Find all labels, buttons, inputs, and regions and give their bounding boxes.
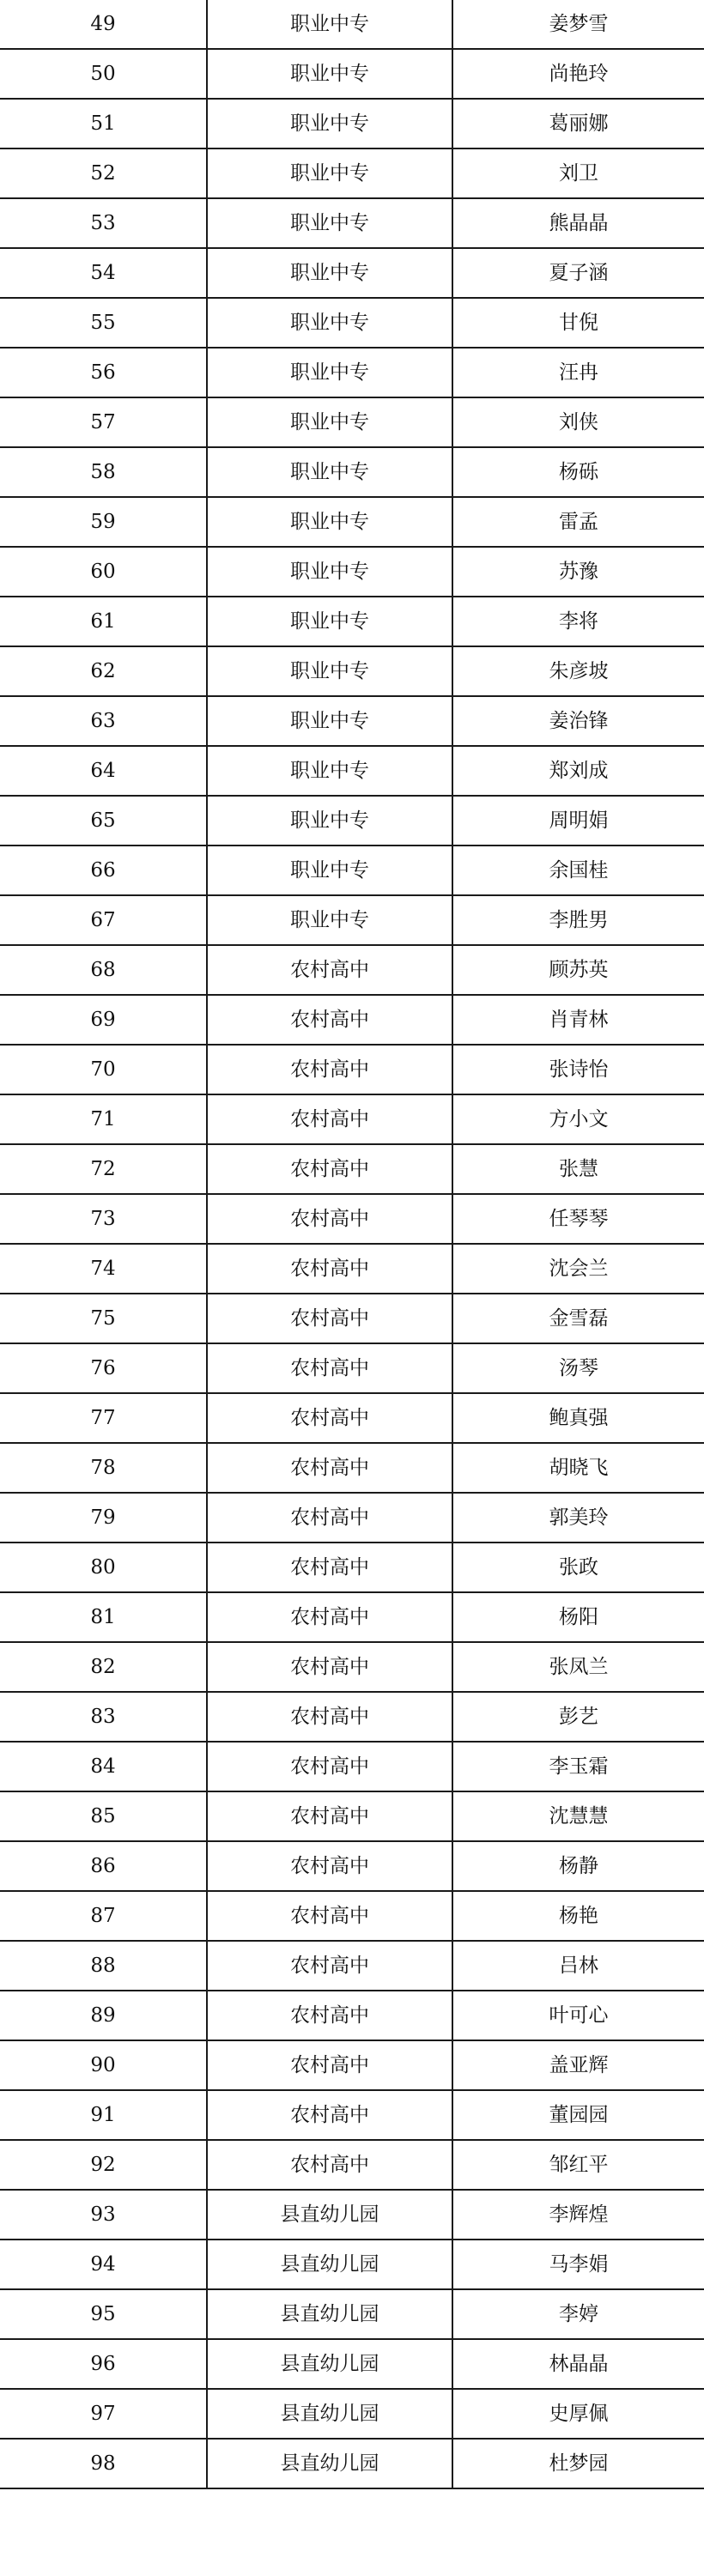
table-row [0, 646, 704, 696]
unit-cell: 职业中专 [207, 447, 452, 497]
unit-cell: 职业中专 [207, 746, 452, 796]
serial-number-cell: 68 [0, 945, 207, 995]
person-name-cell: 刘卫 [452, 148, 704, 198]
serial-number-cell: 83 [0, 1692, 207, 1742]
serial-number-cell: 86 [0, 1841, 207, 1891]
table-row [0, 1891, 704, 1941]
unit-cell: 县直幼儿园 [207, 2389, 452, 2439]
unit-cell: 县直幼儿园 [207, 2289, 452, 2339]
table-row [0, 895, 704, 945]
person-name-cell: 李婷 [452, 2289, 704, 2339]
table-row [0, 2240, 704, 2289]
unit-cell: 职业中专 [207, 547, 452, 597]
unit-cell: 农村高中 [207, 2090, 452, 2140]
person-name-cell: 方小文 [452, 1094, 704, 1144]
person-name-cell: 肖青林 [452, 995, 704, 1045]
unit-cell: 农村高中 [207, 1543, 452, 1592]
serial-number-cell: 51 [0, 99, 207, 148]
table-row [0, 1543, 704, 1592]
unit-cell: 农村高中 [207, 1144, 452, 1194]
table-row [0, 148, 704, 198]
serial-number-cell: 76 [0, 1343, 207, 1393]
serial-number-cell: 96 [0, 2339, 207, 2389]
table-row [0, 447, 704, 497]
person-name-cell: 李将 [452, 597, 704, 646]
serial-number-cell: 49 [0, 0, 207, 49]
person-name-cell: 张慧 [452, 1144, 704, 1194]
table-row [0, 2190, 704, 2240]
unit-cell: 职业中专 [207, 198, 452, 248]
serial-number-cell: 85 [0, 1791, 207, 1841]
person-name-cell: 夏子涵 [452, 248, 704, 298]
table-row [0, 1941, 704, 1991]
unit-cell: 农村高中 [207, 1692, 452, 1742]
serial-number-cell: 60 [0, 547, 207, 597]
table-row [0, 497, 704, 547]
person-name-cell: 沈慧慧 [452, 1791, 704, 1841]
serial-number-cell: 81 [0, 1592, 207, 1642]
serial-number-cell: 71 [0, 1094, 207, 1144]
serial-number-cell: 56 [0, 348, 207, 397]
table-row [0, 1343, 704, 1393]
person-name-cell: 汪冉 [452, 348, 704, 397]
unit-cell: 农村高中 [207, 995, 452, 1045]
person-name-cell: 汤琴 [452, 1343, 704, 1393]
table-row [0, 1742, 704, 1791]
person-name-cell: 郭美玲 [452, 1493, 704, 1543]
table-row [0, 1144, 704, 1194]
unit-cell: 职业中专 [207, 646, 452, 696]
person-name-cell: 刘侠 [452, 397, 704, 447]
person-name-cell: 甘倪 [452, 298, 704, 348]
unit-cell: 职业中专 [207, 148, 452, 198]
unit-cell: 农村高中 [207, 1841, 452, 1891]
unit-cell: 农村高中 [207, 1991, 452, 2040]
person-name-cell: 姜治锋 [452, 696, 704, 746]
serial-number-cell: 77 [0, 1393, 207, 1443]
person-name-cell: 邹红平 [452, 2140, 704, 2190]
serial-number-cell: 80 [0, 1543, 207, 1592]
serial-number-cell: 88 [0, 1941, 207, 1991]
person-name-cell: 张政 [452, 1543, 704, 1592]
person-name-cell: 沈会兰 [452, 1244, 704, 1294]
table-row [0, 1841, 704, 1891]
person-name-cell: 李胜男 [452, 895, 704, 945]
person-name-cell: 林晶晶 [452, 2339, 704, 2389]
person-name-cell: 马李娟 [452, 2240, 704, 2289]
table-row [0, 49, 704, 99]
table-row [0, 397, 704, 447]
unit-cell: 农村高中 [207, 1393, 452, 1443]
serial-number-cell: 52 [0, 148, 207, 198]
person-name-cell: 董园园 [452, 2090, 704, 2140]
person-name-cell: 李玉霜 [452, 1742, 704, 1791]
unit-cell: 农村高中 [207, 1194, 452, 1244]
table-row [0, 248, 704, 298]
serial-number-cell: 58 [0, 447, 207, 497]
serial-number-cell: 53 [0, 198, 207, 248]
person-name-cell: 杜梦园 [452, 2439, 704, 2488]
table-row [0, 2339, 704, 2389]
serial-number-cell: 97 [0, 2389, 207, 2439]
serial-number-cell: 90 [0, 2040, 207, 2090]
serial-number-cell: 72 [0, 1144, 207, 1194]
person-name-cell: 顾苏英 [452, 945, 704, 995]
table-row [0, 0, 704, 49]
serial-number-cell: 59 [0, 497, 207, 547]
person-name-cell: 尚艳玲 [452, 49, 704, 99]
serial-number-cell: 66 [0, 846, 207, 895]
serial-number-cell: 62 [0, 646, 207, 696]
unit-cell: 农村高中 [207, 1742, 452, 1791]
unit-cell: 农村高中 [207, 2040, 452, 2090]
unit-cell: 农村高中 [207, 1493, 452, 1543]
unit-cell: 职业中专 [207, 49, 452, 99]
table-row [0, 1642, 704, 1692]
serial-number-cell: 92 [0, 2140, 207, 2190]
unit-cell: 职业中专 [207, 696, 452, 746]
table-row [0, 2090, 704, 2140]
person-name-cell: 杨阳 [452, 1592, 704, 1642]
table-row [0, 1493, 704, 1543]
unit-cell: 县直幼儿园 [207, 2339, 452, 2389]
table-row [0, 846, 704, 895]
table-row [0, 1045, 704, 1094]
serial-number-cell: 84 [0, 1742, 207, 1791]
table-row [0, 796, 704, 846]
unit-cell: 县直幼儿园 [207, 2190, 452, 2240]
unit-cell: 农村高中 [207, 1244, 452, 1294]
serial-number-cell: 73 [0, 1194, 207, 1244]
serial-number-cell: 78 [0, 1443, 207, 1493]
serial-number-cell: 69 [0, 995, 207, 1045]
person-name-cell: 吕林 [452, 1941, 704, 1991]
unit-cell: 职业中专 [207, 397, 452, 447]
unit-cell: 职业中专 [207, 0, 452, 49]
serial-number-cell: 94 [0, 2240, 207, 2289]
person-name-cell: 张凤兰 [452, 1642, 704, 1692]
serial-number-cell: 79 [0, 1493, 207, 1543]
person-name-cell: 姜梦雪 [452, 0, 704, 49]
table-row [0, 348, 704, 397]
person-name-cell: 任琴琴 [452, 1194, 704, 1244]
unit-cell: 农村高中 [207, 1294, 452, 1343]
table-row [0, 1094, 704, 1144]
unit-cell: 农村高中 [207, 2140, 452, 2190]
unit-cell: 职业中专 [207, 597, 452, 646]
unit-cell: 农村高中 [207, 1094, 452, 1144]
table-row [0, 198, 704, 248]
serial-number-cell: 98 [0, 2439, 207, 2488]
unit-cell: 农村高中 [207, 1443, 452, 1493]
table-row [0, 1692, 704, 1742]
table-row [0, 99, 704, 148]
person-name-cell: 周明娟 [452, 796, 704, 846]
table-row [0, 2389, 704, 2439]
table-row [0, 1592, 704, 1642]
serial-number-cell: 93 [0, 2190, 207, 2240]
serial-number-cell: 74 [0, 1244, 207, 1294]
unit-cell: 农村高中 [207, 1791, 452, 1841]
unit-cell: 农村高中 [207, 1343, 452, 1393]
unit-cell: 农村高中 [207, 1941, 452, 1991]
person-name-cell: 余国桂 [452, 846, 704, 895]
person-name-cell: 金雪磊 [452, 1294, 704, 1343]
serial-number-cell: 63 [0, 696, 207, 746]
serial-number-cell: 64 [0, 746, 207, 796]
table-row [0, 995, 704, 1045]
person-name-cell: 杨砾 [452, 447, 704, 497]
table-row [0, 1791, 704, 1841]
table-row [0, 2439, 704, 2488]
person-name-cell: 张诗怡 [452, 1045, 704, 1094]
person-name-cell: 杨静 [452, 1841, 704, 1891]
person-name-cell: 史厚佩 [452, 2389, 704, 2439]
serial-number-cell: 54 [0, 248, 207, 298]
table-row [0, 696, 704, 746]
table-row [0, 1393, 704, 1443]
serial-number-cell: 50 [0, 49, 207, 99]
unit-cell: 县直幼儿园 [207, 2439, 452, 2488]
table-row [0, 1991, 704, 2040]
table-row [0, 1194, 704, 1244]
person-name-cell: 葛丽娜 [452, 99, 704, 148]
unit-cell: 农村高中 [207, 945, 452, 995]
unit-cell: 职业中专 [207, 298, 452, 348]
unit-cell: 职业中专 [207, 99, 452, 148]
table-row [0, 746, 704, 796]
serial-number-cell: 89 [0, 1991, 207, 2040]
unit-cell: 农村高中 [207, 1592, 452, 1642]
table-row [0, 547, 704, 597]
person-name-cell: 雷孟 [452, 497, 704, 547]
person-name-cell: 胡晓飞 [452, 1443, 704, 1493]
unit-cell: 职业中专 [207, 796, 452, 846]
unit-cell: 农村高中 [207, 1891, 452, 1941]
table-row [0, 298, 704, 348]
serial-number-cell: 57 [0, 397, 207, 447]
table-row [0, 2289, 704, 2339]
table-row [0, 945, 704, 995]
table-row [0, 1443, 704, 1493]
serial-number-cell: 87 [0, 1891, 207, 1941]
unit-cell: 职业中专 [207, 895, 452, 945]
serial-number-cell: 95 [0, 2289, 207, 2339]
serial-number-cell: 91 [0, 2090, 207, 2140]
serial-number-cell: 70 [0, 1045, 207, 1094]
table-row [0, 1244, 704, 1294]
unit-cell: 农村高中 [207, 1642, 452, 1692]
person-name-cell: 杨艳 [452, 1891, 704, 1941]
person-name-cell: 熊晶晶 [452, 198, 704, 248]
table-row [0, 2040, 704, 2090]
person-name-cell: 苏豫 [452, 547, 704, 597]
unit-cell: 职业中专 [207, 248, 452, 298]
unit-cell: 县直幼儿园 [207, 2240, 452, 2289]
unit-cell: 职业中专 [207, 497, 452, 547]
person-name-cell: 朱彦坡 [452, 646, 704, 696]
unit-cell: 职业中专 [207, 846, 452, 895]
person-name-cell: 郑刘成 [452, 746, 704, 796]
serial-number-cell: 82 [0, 1642, 207, 1692]
serial-number-cell: 67 [0, 895, 207, 945]
person-name-cell: 叶可心 [452, 1991, 704, 2040]
person-name-cell: 李辉煌 [452, 2190, 704, 2240]
person-name-cell: 彭艺 [452, 1692, 704, 1742]
unit-cell: 职业中专 [207, 348, 452, 397]
serial-number-cell: 61 [0, 597, 207, 646]
unit-cell: 农村高中 [207, 1045, 452, 1094]
table-row [0, 2140, 704, 2190]
serial-number-cell: 75 [0, 1294, 207, 1343]
serial-number-cell: 55 [0, 298, 207, 348]
person-name-cell: 盖亚辉 [452, 2040, 704, 2090]
table-row [0, 1294, 704, 1343]
person-name-cell: 鲍真强 [452, 1393, 704, 1443]
serial-number-cell: 65 [0, 796, 207, 846]
table-row [0, 597, 704, 646]
